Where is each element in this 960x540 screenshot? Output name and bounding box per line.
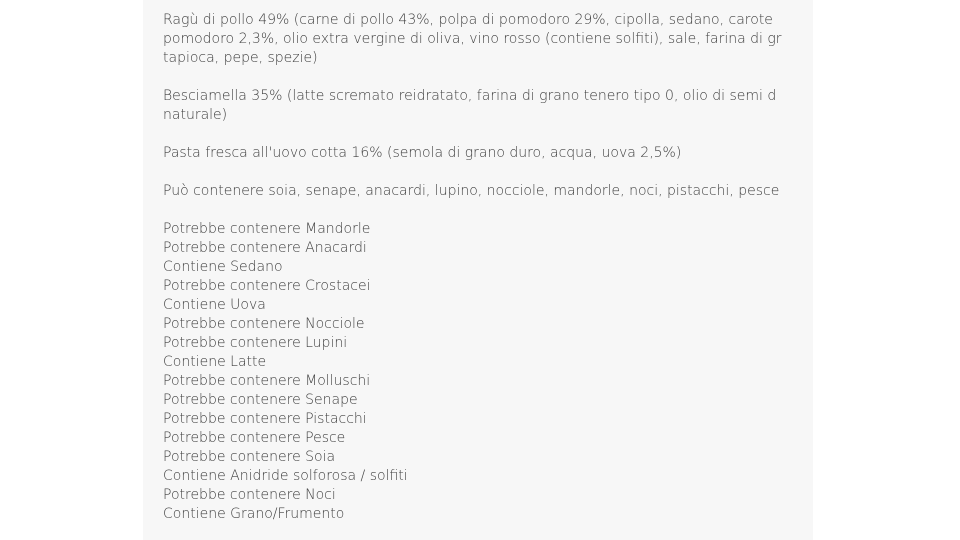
allergen-item: Potrebbe contenere Pistacchi	[163, 411, 367, 427]
besciamella-paragraph	[163, 87, 797, 125]
allergen-item: Potrebbe contenere Pesce	[163, 430, 346, 446]
allergen-item: Potrebbe contenere Nocciole	[163, 316, 365, 332]
allergen-item: Potrebbe contenere Molluschi	[163, 373, 371, 389]
ragu-line-1: Ragù di pollo 49% (carne di pollo 43%, polpa di pomodoro 29%, cipolla, sedano, carote	[163, 12, 773, 28]
allergen-list	[163, 220, 797, 524]
allergen-item: Contiene Uova	[163, 297, 266, 313]
ragu-line-2: pomodoro 2,3%, olio extra vergine di oliva, vino rosso (contiene solfiti), sale, farina di gr	[163, 31, 782, 47]
besciamella-line-1: Besciamella 35% (latte scremato reidratato, farina di grano tenero tipo 0, olio di semi d	[163, 88, 777, 104]
allergen-item: Potrebbe contenere Senape	[163, 392, 358, 408]
allergen-item: Potrebbe contenere Soia	[163, 449, 336, 465]
besciamella-line-2: naturale)	[163, 107, 228, 123]
allergen-item: Potrebbe contenere Mandorle	[163, 221, 371, 237]
allergen-item: Contiene Sedano	[163, 259, 283, 275]
ragu-paragraph	[163, 11, 797, 68]
allergen-item: Contiene Latte	[163, 354, 267, 370]
allergen-item: Potrebbe contenere Crostacei	[163, 278, 371, 294]
may-contain-paragraph: Può contenere soia, senape, anacardi, lupino, nocciole, mandorle, noci, pistacchi, pesce	[163, 183, 780, 199]
allergen-item: Potrebbe contenere Anacardi	[163, 240, 367, 256]
allergen-item: Potrebbe contenere Noci	[163, 487, 336, 503]
ragu-line-3: tapioca, pepe, spezie)	[163, 50, 318, 66]
allergen-item: Potrebbe contenere Lupini	[163, 335, 348, 351]
allergen-item: Contiene Grano/Frumento	[163, 506, 345, 522]
pasta-paragraph: Pasta fresca all'uovo cotta 16% (semola di grano duro, acqua, uova 2,5%)	[163, 145, 682, 161]
allergen-item: Contiene Anidride solforosa / solfiti	[163, 468, 408, 484]
ingredients-section	[163, 11, 797, 540]
